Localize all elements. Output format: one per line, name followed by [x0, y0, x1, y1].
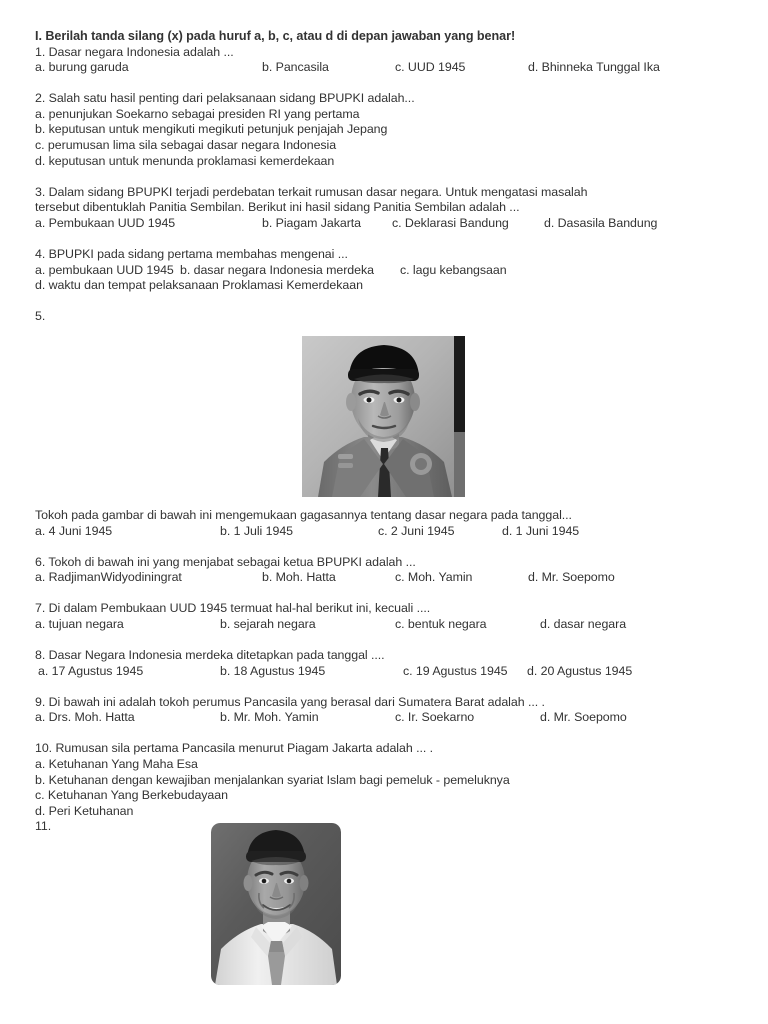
question-5-options — [35, 524, 735, 540]
question-11-number: 11. — [35, 819, 52, 834]
question-3-stem-line-2: tersebut dibentuklah Panitia Sembilan. Berikut ini hasil sidang Panitia Sembilan adalah ... — [35, 200, 520, 215]
question-4 — [35, 247, 735, 294]
question-10-option-a[interactable]: a. Ketuhanan Yang Maha Esa — [35, 757, 198, 772]
question-2-stem: 2. Salah satu hasil penting dari pelaksanaan sidang BPUPKI adalah... — [35, 91, 415, 106]
question-7 — [35, 601, 735, 632]
spacer — [35, 726, 735, 742]
question-8-option-d[interactable]: d. 20 Agustus 1945 — [527, 663, 633, 678]
question-4-option-a[interactable]: a. pembukaan UUD 1945 — [35, 262, 174, 277]
question-10-stem: 10. Rumusan sila pertama Pancasila menurut Piagam Jakarta adalah ... . — [35, 741, 434, 756]
question-4-option-d[interactable]: d. waktu dan tempat pelaksanaan Proklamasi Kemerdekaan — [35, 278, 363, 293]
question-8-option-a[interactable]: a. 17 Agustus 1945 — [38, 663, 144, 678]
question-8 — [35, 648, 735, 679]
spacer — [35, 232, 735, 248]
question-8-option-b[interactable]: b. 18 Agustus 1945 — [220, 663, 326, 678]
tokoh-portrait-photo — [211, 823, 341, 985]
question-4-options — [35, 263, 735, 279]
question-9 — [35, 695, 735, 726]
question-6-option-a[interactable]: a. RadjimanWidyodiningrat — [35, 570, 182, 585]
question-5 — [35, 309, 735, 325]
question-7-option-c[interactable]: c. bentuk negara — [395, 616, 487, 631]
question-5-body — [35, 508, 735, 539]
question-5-option-d[interactable]: d. 1 Juni 1945 — [502, 523, 580, 538]
question-1 — [35, 45, 735, 76]
soekarno-portrait-image — [302, 336, 465, 497]
question-10 — [35, 741, 735, 819]
question-9-option-c[interactable]: c. Ir. Soekarno — [395, 710, 475, 725]
question-8-stem: 8. Dasar Negara Indonesia merdeka ditetapkan pada tanggal .... — [35, 648, 385, 663]
question-2-option-a[interactable]: a. penunjukan Soekarno sebagai presiden RI yang pertama — [35, 106, 360, 121]
question-3-option-b[interactable]: b. Piagam Jakarta — [262, 215, 362, 230]
question-9-option-d[interactable]: d. Mr. Soepomo — [540, 710, 627, 725]
spacer — [35, 679, 735, 695]
question-4-stem: 4. BPUPKI pada sidang pertama membahas mengenai ... — [35, 247, 348, 262]
question-7-option-a[interactable]: a. tujuan negara — [35, 616, 124, 631]
question-2-option-d[interactable]: d. keputusan untuk menunda proklamasi kemerdekaan — [35, 153, 335, 168]
question-6-options — [35, 570, 735, 586]
question-6-option-d[interactable]: d. Mr. Soepomo — [528, 570, 615, 585]
question-4-option-c[interactable]: c. lagu kebangsaan — [400, 262, 507, 277]
question-10-option-b[interactable]: b. Ketuhanan dengan kewajiban menjalankan syariat Islam bagi pemeluk - pemeluknya — [35, 772, 510, 787]
question-8-option-c[interactable]: c. 19 Agustus 1945 — [403, 663, 508, 678]
question-5-number: 5. — [35, 309, 46, 324]
soekarno-portrait-photo — [302, 336, 465, 497]
question-6-stem: 6. Tokoh di bawah ini yang menjabat sebagai ketua BPUPKI adalah ... — [35, 554, 416, 569]
question-8-options — [35, 664, 735, 680]
question-9-stem: 9. Di bawah ini adalah tokoh perumus Pancasila yang berasal dari Sumatera Barat adalah ... . — [35, 694, 545, 709]
question-5-option-b[interactable]: b. 1 Juli 1945 — [220, 523, 294, 538]
page-title: I. Berilah tanda silang (x) pada huruf a, b, c, atau d di depan jawaban yang benar! — [35, 29, 516, 43]
question-7-option-d[interactable]: d. dasar negara — [540, 616, 627, 631]
question-6-option-b[interactable]: b. Moh. Hatta — [262, 570, 336, 585]
question-7-option-b[interactable]: b. sejarah negara — [220, 616, 316, 631]
question-1-options — [35, 60, 735, 76]
question-4-option-b[interactable]: b. dasar negara Indonesia merdeka — [180, 262, 374, 277]
question-11 — [35, 819, 735, 835]
question-1-stem: 1. Dasar negara Indonesia adalah ... — [35, 44, 234, 59]
question-9-options — [35, 710, 735, 726]
document-content-lower — [35, 508, 735, 835]
question-1-option-b[interactable]: b. Pancasila — [262, 60, 329, 75]
question-2 — [35, 91, 735, 169]
question-1-option-d[interactable]: d. Bhinneka Tunggal Ika — [528, 60, 660, 75]
question-2-option-c[interactable]: c. perumusan lima sila sebagai dasar negara Indonesia — [35, 138, 337, 153]
spacer — [35, 169, 735, 185]
question-3-option-a[interactable]: a. Pembukaan UUD 1945 — [35, 215, 176, 230]
spacer — [35, 539, 735, 555]
question-2-option-b[interactable]: b. keputusan untuk mengikuti megikuti petunjuk penjajah Jepang — [35, 122, 388, 137]
question-1-option-c[interactable]: c. UUD 1945 — [395, 60, 466, 75]
question-3-option-d[interactable]: d. Dasasila Bandung — [544, 215, 658, 230]
question-9-option-a[interactable]: a. Drs. Moh. Hatta — [35, 710, 135, 725]
question-5-option-a[interactable]: a. 4 Juni 1945 — [35, 523, 113, 538]
spacer — [35, 76, 735, 92]
question-5-option-c[interactable]: c. 2 Juni 1945 — [378, 523, 455, 538]
question-10-option-d[interactable]: d. Peri Ketuhanan — [35, 803, 134, 818]
tokoh-portrait-image — [211, 823, 341, 985]
spacer — [35, 294, 735, 310]
question-6 — [35, 555, 735, 586]
spacer — [35, 633, 735, 649]
question-9-option-b[interactable]: b. Mr. Moh. Yamin — [220, 710, 319, 725]
question-5-stem: Tokoh pada gambar di bawah ini mengemukaan gagasannya tentang dasar negara pada tanggal... — [35, 508, 572, 522]
question-7-options — [35, 617, 735, 633]
document-content — [35, 29, 735, 325]
question-1-option-a[interactable]: a. burung garuda — [35, 60, 129, 75]
question-3 — [35, 185, 735, 232]
question-10-option-c[interactable]: c. Ketuhanan Yang Berkebudayaan — [35, 788, 228, 803]
question-7-stem: 7. Di dalam Pembukaan UUD 1945 termuat hal-hal berikut ini, kecuali .... — [35, 601, 431, 616]
question-3-stem-line-1: 3. Dalam sidang BPUPKI terjadi perdebatan terkait rumusan dasar negara. Untuk mengatasi masalah — [35, 184, 588, 199]
question-3-option-c[interactable]: c. Deklarasi Bandung — [392, 215, 509, 230]
question-6-option-c[interactable]: c. Moh. Yamin — [395, 570, 473, 585]
spacer — [35, 586, 735, 602]
question-3-options — [35, 216, 735, 232]
